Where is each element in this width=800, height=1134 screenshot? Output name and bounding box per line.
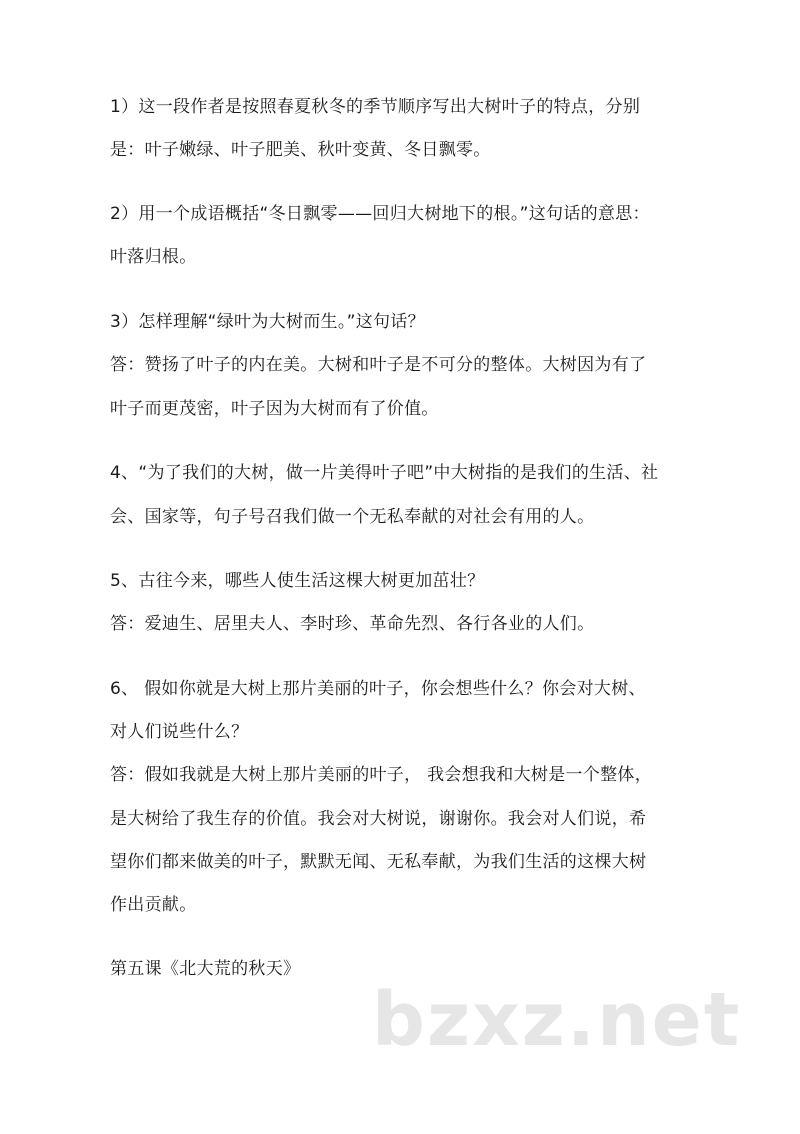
answer-6-line-1: 答：假如我就是大树上那片美丽的叶子， 我会想我和大树是一个整体， [110, 765, 653, 785]
answer-5: 答：爱迪生、居里夫人、李时珍、革命先烈、各行各业的人们。 [110, 614, 595, 634]
answer-6-line-2: 是大树给了我生存的价值。我会对大树说，谢谢你。我会对人们说，希 [110, 809, 647, 829]
question-6-line-1: 6、 假如你就是大树上那片美丽的叶子，你会想些什么？你会对大树、 [110, 679, 646, 699]
question-4-line-2: 会、国家等，句子号召我们做一个无私奉献的对社会有用的人。 [110, 507, 595, 527]
watermark: bzxz.net [372, 977, 742, 1063]
answer-6-line-3: 望你们都来做美的叶子，默默无闻、无私奉献，为我们生活的这棵大树 [110, 852, 647, 872]
answer-3-line-2: 叶子而更茂密，叶子因为大树而有了价值。 [110, 399, 439, 419]
question-2-line-2: 叶落归根。 [110, 247, 197, 267]
lesson-heading: 第五课《北大荒的秋天》 [110, 959, 301, 979]
question-6-line-2: 对人们说些什么？ [110, 722, 249, 742]
answer-3-line-1: 答：赞扬了叶子的内在美。大树和叶子是不可分的整体。大树因为有了 [110, 355, 647, 375]
question-1-line-1: 1）这一段作者是按照春夏秋冬的季节顺序写出大树叶子的特点，分别 [110, 97, 641, 117]
question-2-line-1: 2）用一个成语概括“冬日飘零——回归大树地下的根。”这句话的意思： [110, 204, 650, 224]
question-4-line-1: 4、“为了我们的大树，做一片美得叶子吧”中大树指的是我们的生活、社 [110, 463, 659, 483]
question-5: 5、古往今来，哪些人使生活这棵大树更加茁壮？ [110, 571, 485, 591]
answer-6-line-4: 作出贡献。 [110, 895, 197, 915]
question-1-line-2: 是：叶子嫩绿、叶子肥美、秋叶变黄、冬日飘零。 [110, 140, 491, 160]
question-3: 3）怎样理解“绿叶为大树而生。”这句话？ [110, 312, 425, 332]
